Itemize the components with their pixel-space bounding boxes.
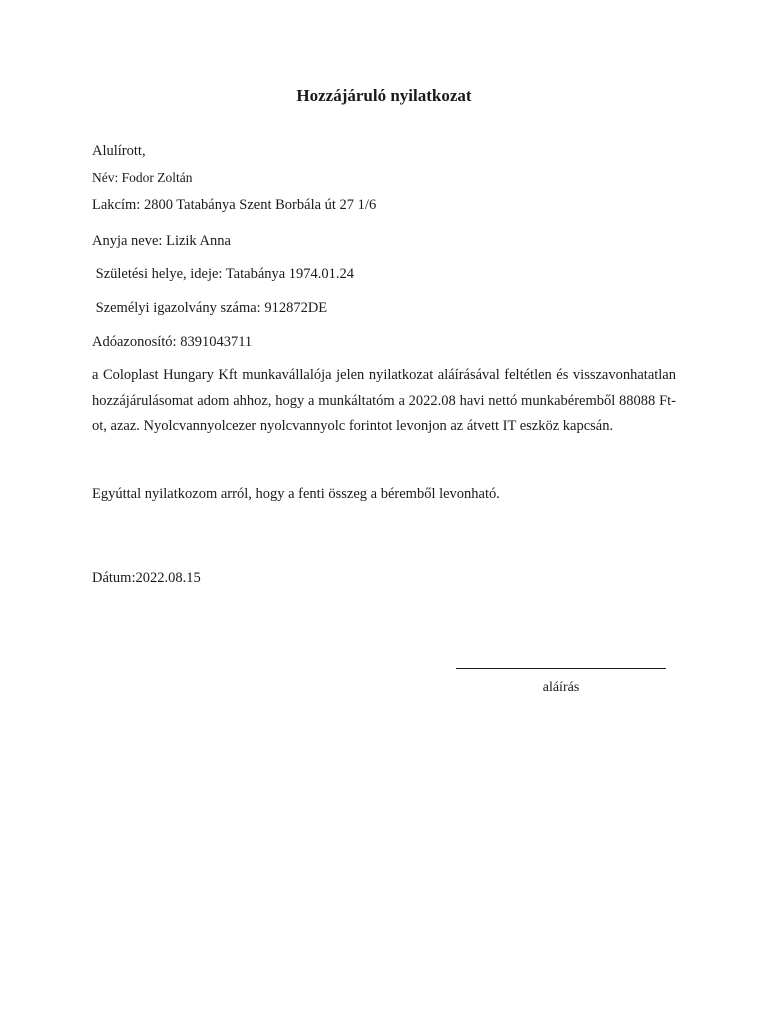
date-line: Dátum:2022.08.15 xyxy=(92,570,201,586)
salutation-text: Alulírott, xyxy=(92,143,146,159)
consent-paragraph: a Coloplast Hungary Kft munkavállalója jelen nyilatkozat aláírásával feltétlen és visszavonhatatlan hozzájárulásomat adom ahhoz, hogy a munkáltatóm a 2022.08 havi nettó munkabéremből 88088 Ft-ot, azaz. Nyolcvannyolcezer nyolcvannyolc forintot levonjon az átvett IT eszköz kapcsán. xyxy=(92,367,676,434)
signature-label: aláírás xyxy=(542,680,580,695)
document-title: Hozzájáruló nyilatkozat xyxy=(296,86,472,105)
tax-id-line: Adóazonosító: 8391043711 xyxy=(92,334,253,350)
signature-line xyxy=(456,668,666,669)
statement-paragraph: Egyúttal nyilatkozom arról, hogy a fenti összeg a béremből levonható. xyxy=(92,486,500,502)
address-line: Lakcím: 2800 Tatabánya Szent Borbála út 27 1/6 xyxy=(92,197,377,213)
name-line: Név: Fodor Zoltán xyxy=(92,170,193,185)
id-card-line: Személyi igazolvány száma: 912872DE xyxy=(92,300,328,316)
mother-name-line: Anyja neve: Lizik Anna xyxy=(92,233,231,249)
birth-line: Születési helye, ideje: Tatabánya 1974.01.24 xyxy=(92,266,355,282)
